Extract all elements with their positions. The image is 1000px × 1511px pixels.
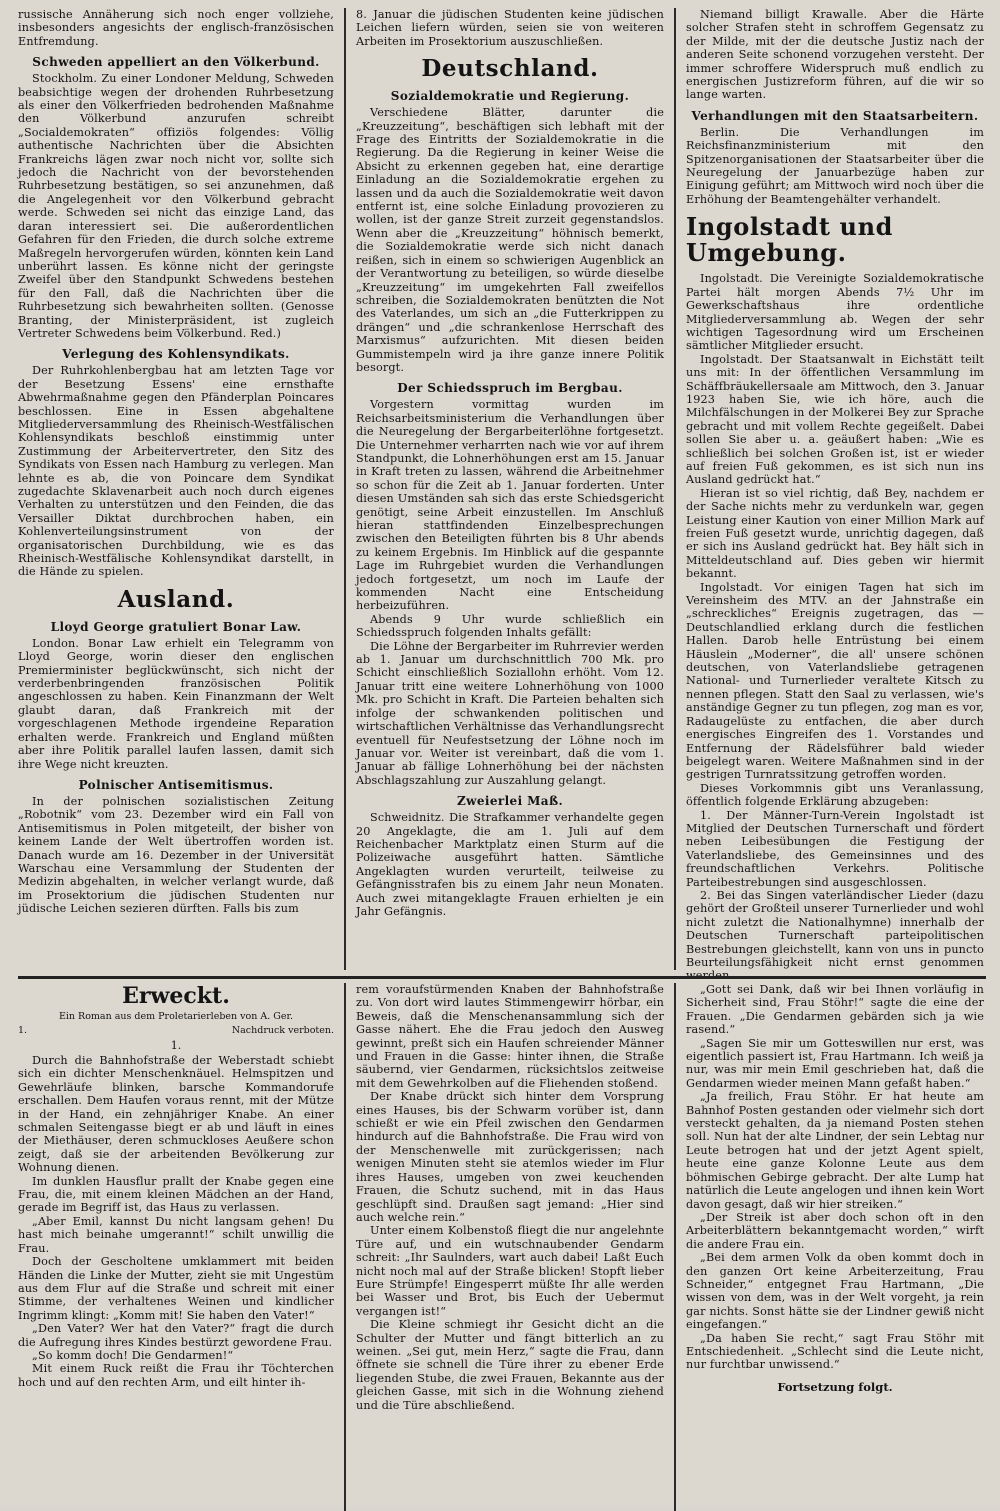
column-3 bbox=[674, 8, 984, 983]
paragraph: Ingolstadt. Vor einigen Tagen hat sich im Vereinsheim des MTV. an der Jahnstraße ein „schreckliches“ Ereignis zugetragen, das — Deutschlandlied erklang durch die festlichen Hallen. Darob helle Entrüstung bei einem Häuslein „Moderner“, die all' unsere schönen deutschen, von Vaterlandsliebe getragenen National- und Turnerlieder veraltete Kitsch zu nennen pflegen. Statt den Saal zu verlassen, wie's anständige Gegner zu tun pflegen, zog man es vor, Radaugelüste zu entfachen, die aber durch energisches Eingreifen des 1. Vorstandes und Entfernung der Rädelsführer bald wieder beigelegt waren. Weitere Maßnahmen sind in der gestrigen Turnratssitzung getroffen worden. bbox=[686, 580, 984, 782]
paragraph: Der Ruhrkohlenbergbau hat am letzten Tage vor der Besetzung Essens' eine ernsthafte Abwehrmaßnahme gegen den Pfänderplan Poincares beschlossen. Eine in Essen abgehaltene Mitgliederversammlung des Rheinisch-Westfälischen Kohlensyndikats beschloß einstimmig unter Zustimmung der Arbeitervertreter, den Sitz des Syndikats von Essen nach Hamburg zu verlegen. Man lehnte es ab, die von Poincare dem Syndikat zugedachte Sklavenarbeit auch noch durch eigenes Verhalten zu unterstützen und den Feinden, die das Versailler Diktat durchbrochen haben, ein Kohlenverteilungsinstrument von der organisatorischen Durchbildung, wie es das Rheinisch-Westfälische Kohlensyndikat darstellt, in die Hände zu spielen. bbox=[18, 364, 334, 579]
upper-section bbox=[18, 8, 986, 983]
paragraph: „Gott sei Dank, daß wir bei Ihnen vorläufig in Sicherheit sind, Frau Stöhr!“ sagte die eine der Frauen. „Die Gendarmen gebärden sich ja wie rasend.“ bbox=[686, 983, 984, 1037]
paragraph: Dieses Vorkommnis gibt uns Veranlassung, öffentlich folgende Erklärung abzugeben: bbox=[686, 781, 984, 809]
article-heading: Der Schiedsspruch im Bergbau. bbox=[397, 381, 623, 396]
column-2 bbox=[344, 8, 674, 970]
section-heading: Ingolstadt und Umgebung. bbox=[686, 212, 894, 268]
paragraph: Hieran ist so viel richtig, daß Bey, nachdem er der Sache nichts mehr zu verdunkeln war, gegen Leistung einer Kaution von einer Million Mark auf freien Fuß gesetzt wurde, unrichtig dagegen, daß er sich ins Ausland gedrückt hat. Bey hält sich in Mitteldeutschland auf. Dies geben wir hiermit bekannt. bbox=[686, 486, 984, 581]
paragraph: Stockholm. Zu einer Londoner Meldung, Schweden beabsichtige wegen der drohenden Ruhrbesetzung als einer den Völkerfrieden bedrohenden Maßnahme den Völkerbund anzurufen schreibt „Socialdemokraten“ offiziös folgendes: Völlig authentische Nachrichten über die Absichten Frankreichs lägen zwar noch nicht vor, sollte sich jedoch die Nachricht von der bevorstehenden Ruhrbesetzung bestätigen, so sei anzunehmen, daß die Angelegenheit vor den Völkerbund gebracht werde. Schweden sei nicht das einzige Land, das daran interessiert sei. Die außerordentlichen Gefahren für den Frieden, die durch solche extreme Maßregeln hervorgerufen würden, könnten kein Land unberührt lassen. Es könne nicht der geringste Zweifel über den Standpunkt Schwedens bestehen für den Fall, daß die Nachrichten über die Ruhrbesetzung sich bewahrheiten sollten. (Genosse Branting, der Ministerpräsident, ist zugleich Vertreter Schwedens beim Völkerbund. Red.) bbox=[18, 72, 334, 340]
chapter-number: 1. bbox=[170, 1039, 182, 1052]
column-2 bbox=[344, 983, 674, 1511]
novel-subtitle: Ein Roman aus dem Proletarierleben von A. Ger. bbox=[58, 1011, 294, 1022]
paragraph: Die Löhne der Bergarbeiter im Ruhrrevier werden ab 1. Januar um durchschnittlich 700 Mk. pro Schicht einschließlich Soziallohn erhöht. Vom 12. Januar tritt eine weitere Lohnerhöhung von 1000 Mk. pro Schicht in Kraft. Die Parteien behalten sich infolge der schwankenden politischen und wirtschaftlichen Verhältnisse das Verhandlungsrecht eventuell für Neufestsetzung der Löhne noch im Januar vor. Weiter ist vereinbart, daß die vom 1. Januar ab fällige Lohnerhöhung bei der nächsten Abschlagszahlung zur Auszahlung gelangt. bbox=[356, 639, 664, 787]
column-3 bbox=[674, 983, 984, 1511]
paragraph: 2. Bei das Singen vaterländischer Lieder (dazu gehört der Großteil unserer Turnerlieder und wohl nicht zuletzt die Nationalhymne) innerhalb der Deutschen Turnerschaft parteipolitischen Bestrebungen gleichstellt, kann von uns in puncto Beurteilungsfähigkeit nicht ernst genommen werden. bbox=[686, 888, 984, 983]
continuation-note: Fortsetzung folgt. bbox=[777, 1379, 893, 1394]
paragraph: London. Bonar Law erhielt ein Telegramm von Lloyd George, worin dieser den englischen Premierminister beglückwünscht, sich nicht der verderbenbringenden französischen Politik angeschlossen zu haben. Kein Finanzmann der Welt glaubt daran, daß Frankreich mit der vorgeschlagenen Methode irgendeine Reparation erhalten werde. Frankreich und England müßten aber ihre Politik parallel laufen lassen, damit sich ihre Wege nicht kreuzten. bbox=[18, 636, 334, 771]
paragraph: Schweidnitz. Die Strafkammer verhandelte gegen 20 Angeklagte, die am 1. Juli auf dem Reichenbacher Marktplatz einen Sturm auf die Polizeiwache ausgeführt hatten. Sämtliche Angeklagten wurden verurteilt, teilweise zu Gefängnisstrafen bis zu einem Jahr neun Monaten. Auch zwei mitangeklagte Frauen erhielten je ein Jahr Gefängnis. bbox=[356, 811, 664, 918]
paragraph: 8. Januar die jüdischen Studenten keine jüdischen Leichen liefern würden, seien sie von weiteren Arbeiten im Prosektorium auszuschließen. bbox=[356, 8, 664, 48]
feuilleton-section bbox=[18, 976, 986, 1511]
paragraph: „Den Vater? Wer hat den Vater?“ fragt die durch die Aufregung ihres Kindes bestürzt gewordene Frau. bbox=[18, 1322, 334, 1349]
section-heading: Deutschland. bbox=[421, 55, 599, 83]
novel-title: Erweckt. bbox=[122, 983, 230, 1009]
article-heading: Sozialdemokratie und Regierung. bbox=[390, 89, 630, 104]
paragraph: „Ja freilich, Frau Stöhr. Er hat heute am Bahnhof Posten gestanden oder vielmehr sich dort versteckt gehalten, da ja niemand Posten stehen soll. Nun hat der alte Lindner, der sein Lebtag nur Leute betrogen hat und der jetzt Agent spielt, heute eine ganze Kolonne Leute aus dem böhmischen Gebirge gebracht. Der alte Lump hat natürlich die Leute angelogen und ihnen kein Wort davon gesagt, daß wir hier streiken.“ bbox=[686, 1090, 984, 1211]
paragraph: Vorgestern vormittag wurden im Reichsarbeitsministerium die Verhandlungen über die Neuregelung der Bergarbeiterlöhne fortgesetzt. Die Unternehmer verharrten nach wie vor auf ihrem Standpunkt, die Lohnerhöhungen erst am 15. Januar in Kraft treten zu lassen, während die Arbeitnehmer so schon für die Zeit ab 1. Januar forderten. Unter diesen Umständen sah sich das erste Schiedsgericht genötigt, seine Arbeit einzustellen. Im Anschluß hieran stattfindenden Einzelbesprechungen zwischen den Beteiligten führten bis 8 Uhr abends zu keinem Ergebnis. Im Hinblick auf die gespannte Lage im Ruhrgebiet wurden die Verhandlungen jedoch fortgesetzt, um noch im Laufe der kommenden Nacht eine Entscheidung herbeizuführen. bbox=[356, 398, 664, 613]
paragraph: „Sagen Sie mir um Gotteswillen nur erst, was eigentlich passiert ist, Frau Hartmann. Ich weiß ja nur, was mir mein Emil geschrieben hat, daß die Gendarmen wieder meinen Mann gefaßt haben.“ bbox=[686, 1036, 984, 1090]
paragraph: Ingolstadt. Die Vereinigte Sozialdemokratische Partei hält morgen Abends 7½ Uhr im Gewerkschaftshaus ihre ordentliche Mitgliederversammlung ab. Wegen der sehr wichtigen Tagesordnung wird um Erscheinen sämtlicher Mitglieder ersucht. bbox=[686, 272, 984, 353]
paragraph: Verschiedene Blätter, darunter die „Kreuzzeitung“, beschäftigen sich lebhaft mit der Frage des Eintritts der Sozialdemokratie in die Regierung. Da die Regierung in keiner Weise die Absicht zu erkennen gegeben hat, eine derartige Einladung an die Sozialdemokratie ergehen zu lassen und da auch die Sozialdemokratie weit davon entfernt ist, eine solche Einladung provozieren zu wollen, ist der ganze Streit zurzeit gegenstandslos. Wenn aber die „Kreuzzeitung“ höhnisch bemerkt, die Sozialdemokratie werde sich nicht danach reißen, sich in einem so schwierigen Augenblick an der Verantwortung zu beteiligen, so würde dieselbe „Kreuzzeitung“ im umgekehrten Fall zweifellos schreiben, die Sozialdemokraten benützten die Not des Vaterlandes, um sich an „die Futterkrippen zu drängen“ und „die schrankenlose Herrschaft des Marxismus“ aufzurichten. Mit diesen beiden Gummistempeln wird ja ihre ganze innere Politik besorgt. bbox=[356, 106, 664, 374]
column-1 bbox=[18, 8, 344, 970]
paragraph: Unter einem Kolbenstoß fliegt die nur angelehnte Türe auf, und ein wutschnaubender Gendarm schreit: „Ihr Saulnders, wart auch dabei! Laßt Euch nicht noch mal auf der Straße blicken! Stopft lieber Eure Strümpfe! Eingesperrt müßte Ihr alle werden bei Wasser und Brot, bis Euch der Uebermut vergangen ist!“ bbox=[356, 1224, 664, 1318]
paragraph: Doch der Gescholtene umklammert mit beiden Händen die Linke der Mutter, zieht sie mit Ungestüm aus dem Flur auf die Straße und schreit mit einer Stimme, der verhaltenes Weinen und kindlicher Ingrimm klingt: „Komm mit! Sie haben den Vater!“ bbox=[18, 1255, 334, 1322]
paragraph: „Bei dem armen Volk da oben kommt doch in den ganzen Ort keine Arbeiterzeitung, Frau Schneider,“ entgegnet Frau Hartmann, „Die wissen von dem, was in der Welt vorgeht, ja rein gar nichts. Sonst hätte sie der Lindner gewiß nicht eingefangen.“ bbox=[686, 1251, 984, 1332]
paragraph: rem voraufstürmenden Knaben der Bahnhofstraße zu. Von dort wird lautes Stimmengewirr hörbar, ein Beweis, daß die Menschenansammlung sich der Gasse nähert. Ehe die Frau jedoch den Ausweg gewinnt, preßt sich ein Haufen schreiender Männer und Frauen in die Gasse: hinter ihnen, die Straße säubernd, vier Gendarmen, rücksichtslos zeitweise mit dem Gewehrkolben auf die Fliehenden stoßend. bbox=[356, 983, 664, 1090]
paragraph: Ingolstadt. Der Staatsanwalt in Eichstätt teilt uns mit: In der öffentlichen Versammlung im Schäffbräukellersaale am Mittwoch, den 3. Januar 1923 haben Sie, wie ich höre, auch die Milchfälschungen in der Molkerei Bey zur Sprache gebracht und mit vollem Rechte gegeißelt. Dabei sollen Sie aber u. a. geäußert haben: „Wie es schließlich bei solchen Großen ist, ist er wieder auf freien Fuß gekommen, es ist sich nun ins Ausland gedrückt hat.“ bbox=[686, 352, 984, 487]
paragraph: 1. Der Männer-Turn-Verein Ingolstadt ist Mitglied der Deutschen Turnerschaft und fördert neben Leibesübungen die Festigung der Vaterlandsliebe, des Gemeinsinnes und des freundschaftlichen Verkehrs. Politische Parteibestrebungen sind ausgeschlossen. bbox=[686, 808, 984, 889]
article-heading: Lloyd George gratuliert Bonar Law. bbox=[50, 619, 302, 634]
paragraph: In der polnischen sozialistischen Zeitung „Robotnik“ vom 23. Dezember wird ein Fall von Antisemitismus in Polen mitgeteilt, der bisher von keinem Lande der Welt übertroffen worden ist. Danach wurde am 16. Dezember in der Universität Warschau eine Versammlung der Studenten der Medizin abgehalten, in welcher verlangt wurde, daß im Prosektorium die jüdischen Studenten nur jüdische Leichen sezieren dürften. Falls bis zum bbox=[18, 794, 334, 916]
paragraph: russische Annäherung sich noch enger vollziehe, insbesonders angesichts der englisch-französischen Entfremdung. bbox=[18, 8, 334, 48]
article-heading: Schweden appelliert an den Völkerbund. bbox=[32, 55, 320, 70]
article-heading: Polnischer Antisemitismus. bbox=[78, 777, 274, 792]
rights-notice: Nachdruck verboten. bbox=[231, 1025, 334, 1036]
paragraph: Mit einem Ruck reißt die Frau ihr Töchterchen hoch und auf den rechten Arm, und eilt hinter ih- bbox=[18, 1362, 334, 1389]
novel-meta bbox=[18, 1025, 334, 1037]
paragraph: Abends 9 Uhr wurde schließlich ein Schiedsspruch folgenden Inhalts gefällt: bbox=[356, 612, 664, 640]
article-heading: Verlegung des Kohlensyndikats. bbox=[62, 347, 290, 362]
paragraph: Durch die Bahnhofstraße der Weberstadt schiebt sich ein dichter Menschenknäuel. Helmspitzen und Gewehrläufe blinken, barsche Kommandorufe erschallen. Dem Haufen voraus rennt, mit der Mütze in der Hand, ein zehnjähriger Knabe. An einer schmalen Seitengasse biegt er ab und läuft in eines der Miethäuser, deren schmuckloses Aeußere schon zeigt, daß sie der arbeitenden Bevölkerung zur Wohnung dienen. bbox=[18, 1054, 334, 1175]
paragraph: Niemand billigt Krawalle. Aber die Härte solcher Strafen steht in schroffem Gegensatz zu der Milde, mit der die deutsche Justiz nach der anderen Seite schonend vorzugehen versteht. Der immer schroffere Widerspruch muß endlich zu energischen Justizreform führen, auf die wir so lange warten. bbox=[686, 8, 984, 102]
paragraph: Im dunklen Hausflur prallt der Knabe gegen eine Frau, die, mit einem kleinen Mädchen an der Hand, gerade im Begriff ist, das Haus zu verlassen. bbox=[18, 1174, 334, 1215]
paragraph: „So komm doch! Die Gendarmen!“ bbox=[32, 1348, 234, 1362]
article-heading: Verhandlungen mit den Staatsarbeitern. bbox=[691, 108, 979, 123]
paragraph: „Da haben Sie recht,“ sagt Frau Stöhr mit Entschiedenheit. „Schlecht sind die Leute nicht, nur furchtbar unwissend.“ bbox=[686, 1331, 984, 1372]
paragraph: „Aber Emil, kannst Du nicht langsam gehen! Du hast mich beinahe umgerannt!“ schilt unwillig die Frau. bbox=[18, 1214, 334, 1255]
paragraph: „Der Streik ist aber doch schon oft in den Arbeiterblättern bekanntgemacht worden,“ wirft die andere Frau ein. bbox=[686, 1210, 984, 1251]
section-heading: Ausland. bbox=[117, 585, 235, 613]
paragraph: Der Knabe drückt sich hinter dem Vorsprung eines Hauses, bis der Schwarm vorüber ist, dann schießt er wie ein Pfeil zwischen den Gendarmen hindurch auf die Bahnhofstraße. Die Frau wird von der Menschenwelle mit zurückgerissen; nach wenigen Minuten steht sie atemlos wieder im Flur ihres Hauses, umgeben von zwei keuchenden Frauen, die Schutz suchend, mit in das Haus geschlüpft sind. Draußen sagt jemand: „Hier sind auch welche rein.“ bbox=[356, 1090, 664, 1224]
column-1 bbox=[18, 983, 344, 1511]
paragraph: Berlin. Die Verhandlungen im Reichsfinanzministerium mit den Spitzenorganisationen der Staatsarbeiter über die Neuregelung der Januarbezüge haben zur Einigung geführt; am Mittwoch wird noch über die Erhöhung der Beamtengehälter verhandelt. bbox=[686, 125, 984, 206]
paragraph: Die Kleine schmiegt ihr Gesicht dicht an die Schulter der Mutter und fängt bitterlich an zu weinen. „Sei gut, mein Herz,“ sagte die Frau, dann öffnete sie schnell die Türe ihrer zu ebener Erde liegenden Stube, die zwei Frauen, Bekannte aus der gleichen Gasse, mit sich in die Wohnung ziehend und die Türe abschließend. bbox=[356, 1318, 664, 1412]
article-heading: Zweierlei Maß. bbox=[456, 794, 564, 809]
installment-number: 1. bbox=[18, 1025, 28, 1036]
